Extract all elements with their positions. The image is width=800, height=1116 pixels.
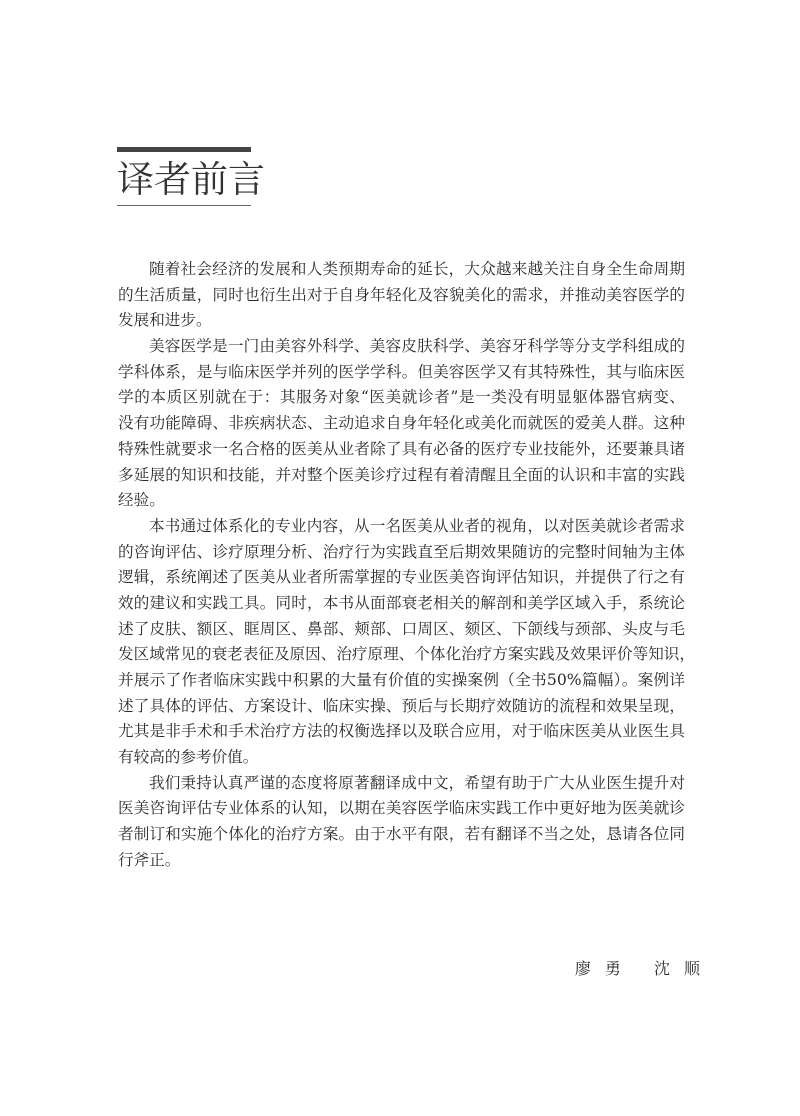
text-line: 述了皮肤、额区、眶周区、鼻部、颊部、口周区、颏区、下颌线与颈部、头皮与毛	[118, 619, 685, 638]
text-line: 特殊性就要求一名合格的医美从业者除了具有必备的医疗专业技能外，还要兼具诸	[118, 439, 685, 458]
text-line: 本书通过体系化的专业内容，从一名医美从业者的视角，以对医美就诊者需求	[149, 516, 685, 535]
title-top-bar	[117, 147, 251, 152]
title-block	[117, 147, 265, 206]
text-line: 随着社会经济的发展和人类预期寿命的延长，大众越来越关注自身全生命周期	[149, 260, 685, 278]
text-line: 医美咨询评估专业体系的认知，以期在美容医学临床实践工作中更好地为医美就诊	[118, 799, 685, 818]
text-line: 的生活质量，同时也衍生出对于自身年轻化及容貌美化的需求，并推动美容医学的	[118, 285, 685, 304]
text-line: 我们秉持认真严谨的态度将原著翻译成中文，希望有助于广大从业医生提升对	[149, 773, 685, 792]
text-line: 发展和进步。	[118, 311, 212, 330]
title-underline	[117, 205, 251, 206]
paragraph	[118, 514, 695, 771]
text-line: 没有功能障碍、非疾病状态、主动追求自身年轻化或美化而就医的爱美人群。这种	[118, 414, 685, 433]
text-line: 学科体系，是与临床医学并列的医学学科。但美容医学又有其特殊性，其与临床医	[118, 362, 685, 381]
paragraph	[118, 334, 685, 514]
text-line: 学的本质区别就在于：其服务对象“医美就诊者”是一类没有明显躯体器官病变、	[118, 388, 685, 407]
text-line: 逻辑，系统阐述了医美从业者所需掌握的专业医美咨询评估知识，并提供了行之有	[118, 568, 685, 587]
text-line: 并展示了作者临床实践中积累的大量有价值的实操案例（全书50%篇幅）。案例详	[118, 671, 685, 689]
preface-body	[118, 257, 695, 874]
text-line: 述了具体的评估、方案设计、临床实操、预后与长期疗效随访的流程和效果呈现，	[118, 696, 685, 715]
text-line: 尤其是非手术和手术治疗方法的权衡选择以及联合应用，对于临床医美从业医生具	[118, 722, 685, 741]
text-line: 美容医学是一门由美容外科学、美容皮肤科学、美容牙科学等分支学科组成的	[149, 337, 685, 356]
text-line: 的咨询评估、诊疗原理分析、治疗行为实践直至后期效果随访的完整时间轴为主体	[118, 542, 685, 561]
text-line: 发区域常见的衰老表征及原因、治疗原理、个体化治疗方案实践及效果评价等知识，	[118, 645, 695, 664]
text-line: 者制订和实施个体化的治疗方案。由于水平有限，若有翻译不当之处，恳请各位同	[118, 825, 685, 844]
text-line: 经验。	[118, 491, 165, 510]
translator-signature: 廖勇 沈顺	[574, 959, 714, 978]
text-line: 效的建议和实践工具。同时，本书从面部衰老相关的解剖和美学区域入手，系统论	[118, 593, 685, 612]
page-title: 译者前言	[117, 158, 265, 201]
paragraph	[118, 771, 685, 874]
paragraph	[118, 257, 685, 334]
text-line: 有较高的参考价值。	[118, 748, 259, 767]
text-line: 多延展的知识和技能，并对整个医美诊疗过程有着清醒且全面的认识和丰富的实践	[118, 465, 685, 484]
text-line: 行斧正。	[118, 850, 181, 869]
